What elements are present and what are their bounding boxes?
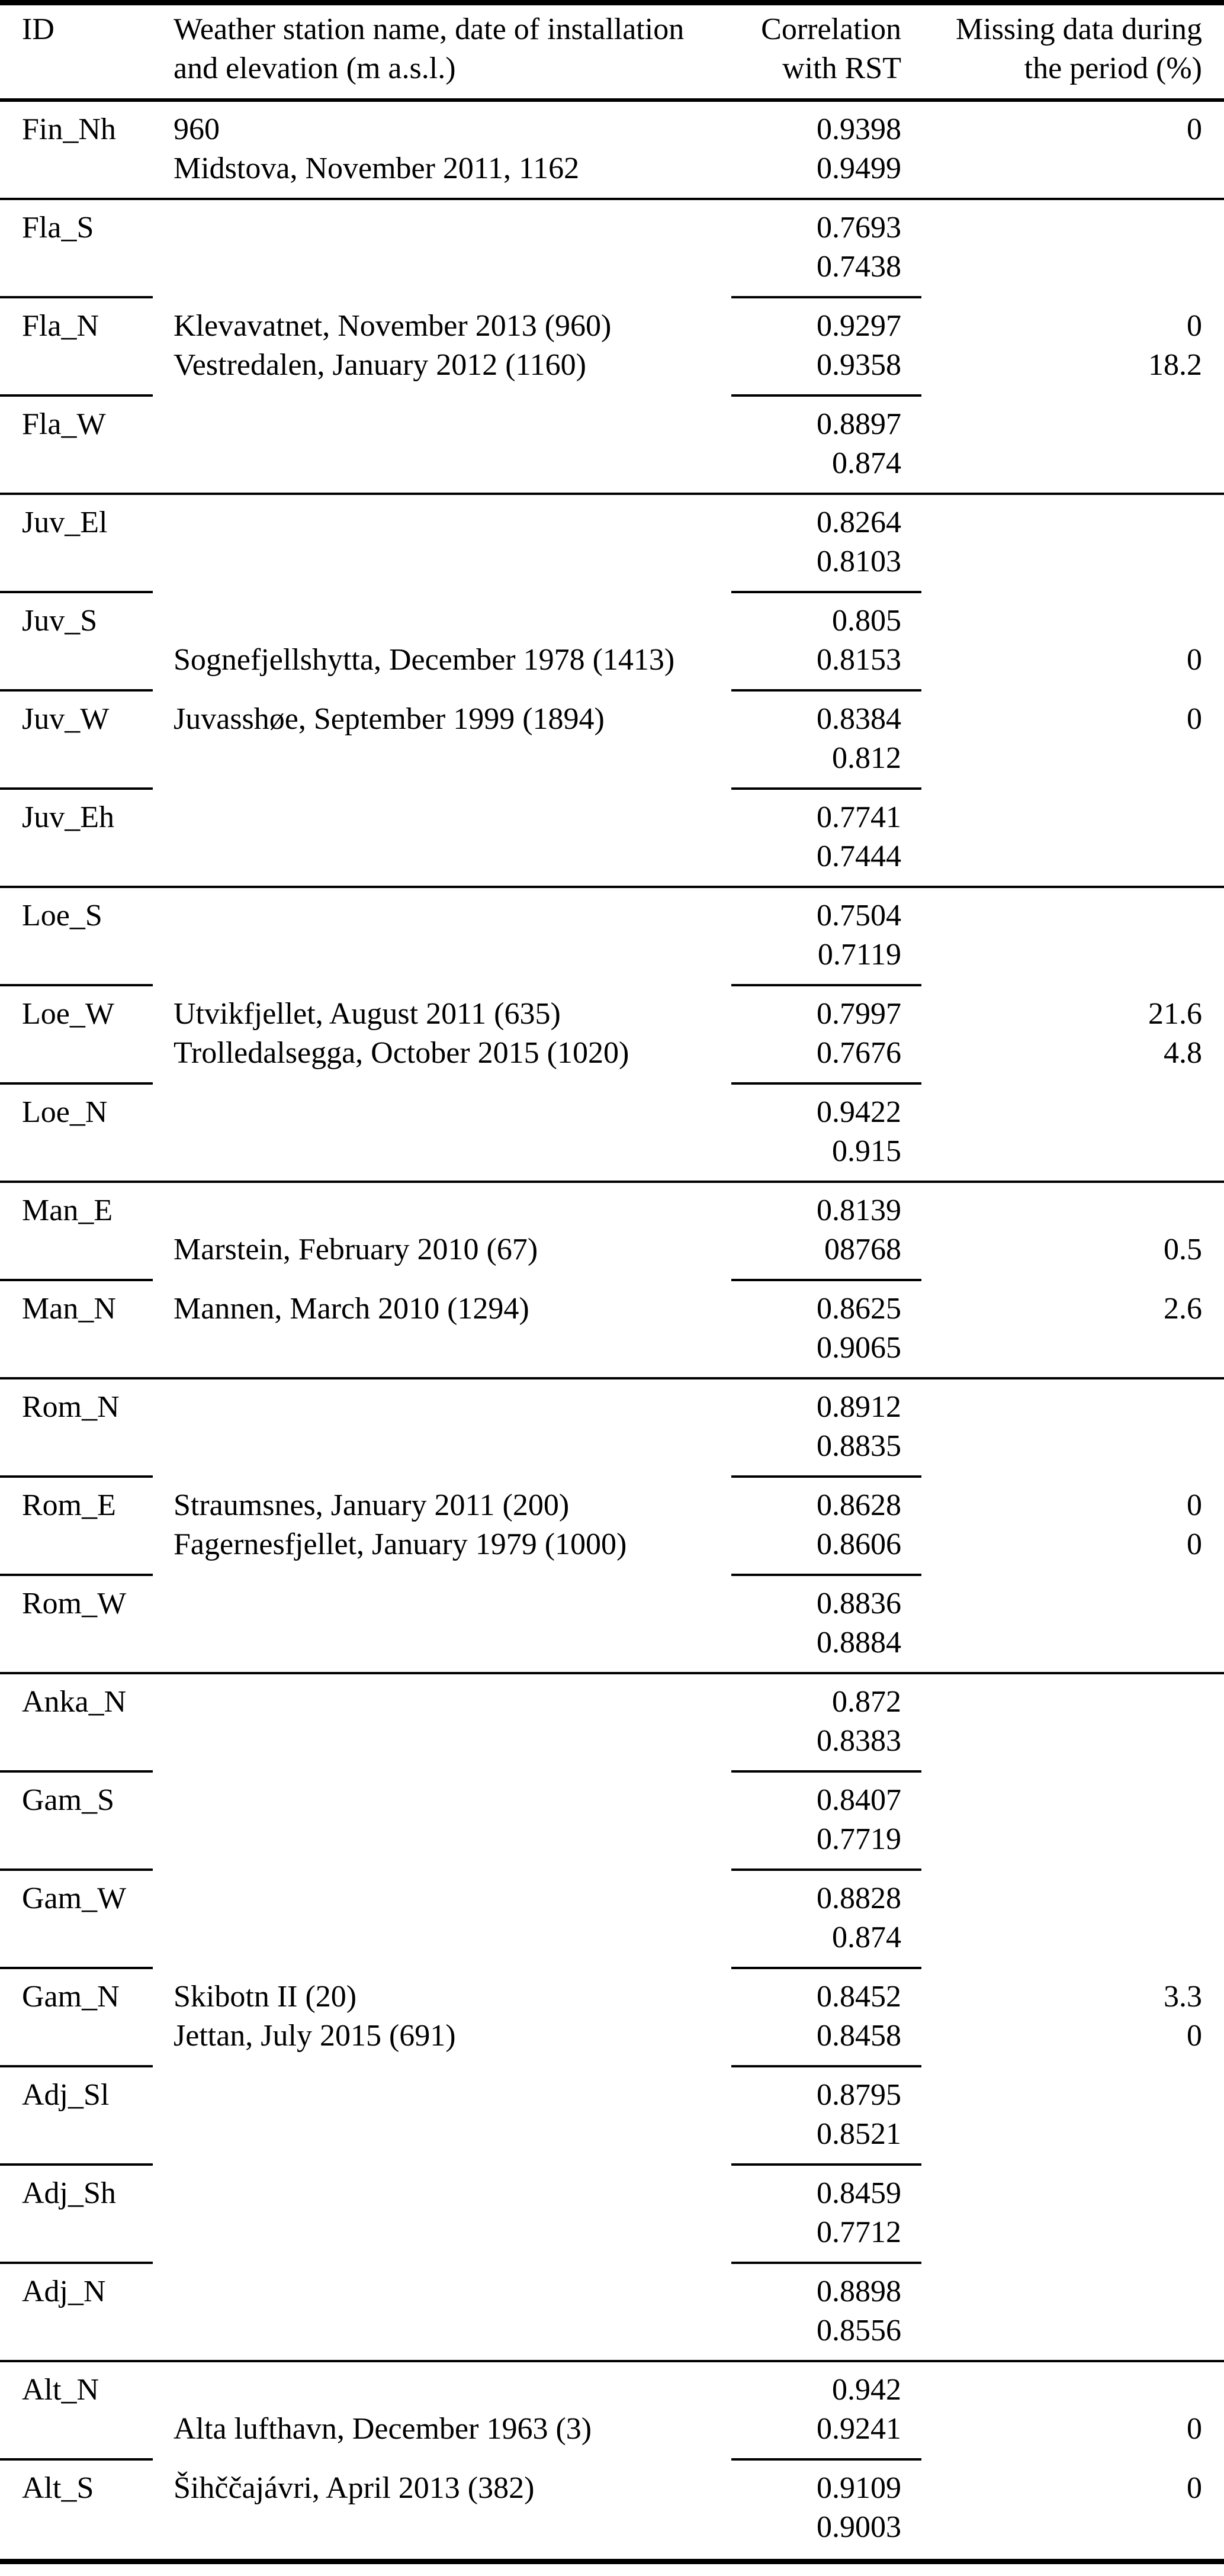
- station-id: Juv_S: [22, 604, 98, 638]
- row-line-2: [0, 641, 1224, 680]
- station-id: Fla_N: [22, 309, 99, 343]
- station-id: Juv_W: [22, 702, 110, 736]
- station-name-line2: Alta lufthavn, December 1963 (3): [174, 2412, 592, 2446]
- correlation-value-line1: 0.9109: [817, 2471, 901, 2505]
- correlation-value-line2: 0.915: [832, 1134, 901, 1168]
- table-row: [0, 2166, 1224, 2264]
- table-row: [0, 1871, 1224, 1969]
- table-row: [0, 2264, 1224, 2362]
- correlation-value-line1: 0.942: [832, 2373, 901, 2407]
- correlation-value-line2: 0.8606: [817, 1527, 901, 1561]
- correlation-value-line2: 0.7438: [817, 250, 901, 284]
- correlation-value-line1: 0.8625: [817, 1292, 901, 1326]
- missing-value-line2: 0.5: [1164, 1233, 1202, 1266]
- header-id: ID: [22, 12, 54, 46]
- correlation-value-line2: 0.7719: [817, 1822, 901, 1856]
- station-id: Alt_N: [22, 2373, 99, 2407]
- table-row: [0, 102, 1224, 200]
- correlation-value-line2: 0.8383: [817, 1724, 901, 1758]
- row-line-1: [0, 1191, 1224, 1230]
- correlation-value-line1: 0.8898: [817, 2275, 901, 2308]
- row-line-1: [0, 602, 1224, 641]
- station-id: Gam_N: [22, 1980, 120, 2014]
- row-line-2: [0, 2311, 1224, 2350]
- row-line-2: [0, 247, 1224, 287]
- correlation-value-line2: 0.9358: [817, 348, 901, 382]
- station-id: Anka_N: [22, 1685, 127, 1719]
- station-name-line1: Šihččajávri, April 2013 (382): [174, 2471, 535, 2505]
- correlation-value-line1: 0.8459: [817, 2176, 901, 2210]
- missing-value-line2: 0: [1187, 643, 1202, 677]
- correlation-value-line2: 08768: [824, 1233, 901, 1266]
- correlation-value-line2: 0.812: [832, 741, 901, 775]
- header-station-line2: and elevation (m a.s.l.): [174, 52, 456, 85]
- row-line-2: [0, 1722, 1224, 1761]
- correlation-value-line1: 0.9297: [817, 309, 901, 343]
- row-line-2: [0, 2115, 1224, 2154]
- correlation-value-line2: 0.7119: [817, 938, 901, 972]
- correlation-value-line2: 0.7712: [817, 2215, 901, 2249]
- correlation-value-line1: 0.8264: [817, 506, 901, 539]
- station-name-line1: Utvikfjellet, August 2011 (635): [174, 997, 561, 1031]
- row-line-2: [0, 837, 1224, 876]
- row-line-1: [0, 405, 1224, 444]
- station-id: Loe_N: [22, 1095, 108, 1129]
- header-missing-line1: Missing data during: [956, 12, 1202, 46]
- table-row: [0, 2067, 1224, 2166]
- station-id: Gam_W: [22, 1882, 127, 1915]
- row-line-1: [0, 896, 1224, 935]
- missing-value-line2: 0: [1187, 2019, 1202, 2053]
- station-id: Fin_Nh: [22, 112, 116, 146]
- correlation-value-line2: 0.8835: [817, 1429, 901, 1463]
- correlation-value-line1: 0.9422: [817, 1095, 901, 1129]
- row-line-2: [0, 542, 1224, 581]
- row-line-1: [0, 1781, 1224, 1820]
- correlation-value-line1: 0.8628: [817, 1488, 901, 1522]
- header-correlation-line2: with RST: [782, 52, 901, 85]
- row-line-2: [0, 1034, 1224, 1073]
- correlation-value-line2: 0.7444: [817, 840, 901, 873]
- row-line-2: [0, 1230, 1224, 1269]
- row-line-1: [0, 1584, 1224, 1623]
- correlation-value-line2: 0.874: [832, 1921, 901, 1954]
- row-line-1: [0, 503, 1224, 542]
- table-row: [0, 1085, 1224, 1183]
- correlation-value-line2: 0.7676: [817, 1036, 901, 1070]
- table-row: [0, 593, 1224, 692]
- header-correlation-line1: Correlation: [761, 12, 901, 46]
- row-line-1: [0, 2371, 1224, 2410]
- table-row: [0, 200, 1224, 298]
- correlation-value-line1: 0.8139: [817, 1194, 901, 1227]
- station-name-line1: 960: [174, 112, 220, 146]
- row-line-1: [0, 2174, 1224, 2213]
- row-line-2: [0, 2410, 1224, 2449]
- table-bottom-rule: [0, 2559, 1224, 2564]
- correlation-value-line2: 0.9003: [817, 2510, 901, 2544]
- row-line-1: [0, 2272, 1224, 2311]
- row-line-1: [0, 2469, 1224, 2508]
- row-line-1: [0, 700, 1224, 739]
- missing-value-line1: 0: [1187, 2471, 1202, 2505]
- station-id: Loe_W: [22, 997, 114, 1031]
- station-name-line1: Klevavatnet, November 2013 (960): [174, 309, 612, 343]
- row-line-1: [0, 1486, 1224, 1525]
- row-line-1: [0, 1388, 1224, 1427]
- missing-value-line2: 0: [1187, 1527, 1202, 1561]
- row-line-2: [0, 1132, 1224, 1171]
- row-line-2: [0, 1427, 1224, 1466]
- table-row: [0, 2461, 1224, 2559]
- table-row: [0, 1576, 1224, 1674]
- missing-value-line1: 3.3: [1164, 1980, 1202, 2014]
- station-name-line2: Midstova, November 2011, 1162: [174, 152, 580, 185]
- station-id: Fla_S: [22, 211, 94, 245]
- correlation-value-line1: 0.7504: [817, 899, 901, 932]
- row-line-2: [0, 1918, 1224, 1957]
- row-line-2: [0, 739, 1224, 778]
- table-header-line-1: [0, 10, 1224, 49]
- correlation-value-line2: 0.874: [832, 446, 901, 480]
- correlation-value-line1: 0.9398: [817, 112, 901, 146]
- table-row: [0, 1281, 1224, 1379]
- row-line-2: [0, 2508, 1224, 2547]
- correlation-value-line1: 0.8912: [817, 1390, 901, 1424]
- station-name-line2: Trolledalsegga, October 2015 (1020): [174, 1036, 629, 1070]
- row-line-1: [0, 208, 1224, 247]
- row-line-2: [0, 2017, 1224, 2056]
- table-row: [0, 1183, 1224, 1281]
- station-id: Adj_Sh: [22, 2176, 116, 2210]
- table-row: [0, 1478, 1224, 1576]
- row-line-1: [0, 1093, 1224, 1132]
- missing-value-line2: 18.2: [1148, 348, 1202, 382]
- row-line-2: [0, 1329, 1224, 1368]
- correlation-value-line1: 0.8828: [817, 1882, 901, 1915]
- table-row: [0, 1969, 1224, 2067]
- station-name-line1: Juvasshøe, September 1999 (1894): [174, 702, 605, 736]
- correlation-value-line1: 0.8407: [817, 1783, 901, 1817]
- missing-value-line1: 0: [1187, 309, 1202, 343]
- row-line-1: [0, 798, 1224, 837]
- table-row: [0, 495, 1224, 593]
- station-name-line1: Skibotn II (20): [174, 1980, 357, 2014]
- row-line-1: [0, 1879, 1224, 1918]
- correlation-value-line1: 0.805: [832, 604, 901, 638]
- correlation-value-line2: 0.9499: [817, 152, 901, 185]
- table-row: [0, 298, 1224, 397]
- correlation-value-line1: 0.8897: [817, 407, 901, 441]
- correlation-value-line2: 0.8556: [817, 2314, 901, 2347]
- row-line-2: [0, 1623, 1224, 1662]
- correlation-value-line1: 0.8384: [817, 702, 901, 736]
- missing-value-line2: 0: [1187, 2412, 1202, 2446]
- correlation-value-line2: 0.9065: [817, 1331, 901, 1365]
- missing-value-line1: 0: [1187, 1488, 1202, 1522]
- station-id: Juv_Eh: [22, 800, 114, 834]
- correlation-value-line1: 0.7741: [817, 800, 901, 834]
- header-station-line1: Weather station name, date of installation: [174, 12, 685, 46]
- station-name-line2: Jettan, July 2015 (691): [174, 2019, 456, 2053]
- row-line-1: [0, 307, 1224, 346]
- row-line-2: [0, 444, 1224, 483]
- missing-value-line2: 4.8: [1164, 1036, 1202, 1070]
- row-line-2: [0, 2213, 1224, 2252]
- table-row: [0, 2362, 1224, 2461]
- header-missing-line2: the period (%): [1024, 52, 1202, 85]
- correlation-value-line2: 0.8521: [817, 2117, 901, 2151]
- correlation-value-line1: 0.8452: [817, 1980, 901, 2014]
- row-line-2: [0, 149, 1224, 188]
- table-row: [0, 1674, 1224, 1773]
- table-row: [0, 1773, 1224, 1871]
- correlation-value-line1: 0.872: [832, 1685, 901, 1719]
- station-id: Gam_S: [22, 1783, 114, 1817]
- table-row: [0, 692, 1224, 790]
- station-id: Loe_S: [22, 899, 102, 932]
- correlation-value-line2: 0.9241: [817, 2412, 901, 2446]
- station-id: Juv_El: [22, 506, 108, 539]
- missing-value-line1: 0: [1187, 112, 1202, 146]
- row-line-2: [0, 1525, 1224, 1564]
- table-header: [0, 0, 1224, 102]
- correlation-value-line2: 0.8884: [817, 1626, 901, 1660]
- station-id: Man_E: [22, 1194, 113, 1227]
- station-id: Rom_W: [22, 1587, 127, 1620]
- row-line-1: [0, 2076, 1224, 2115]
- correlation-value-line2: 0.8458: [817, 2019, 901, 2053]
- station-name-line2: Fagernesfjellet, January 1979 (1000): [174, 1527, 627, 1561]
- correlation-value-line1: 0.7693: [817, 211, 901, 245]
- table-row: [0, 397, 1224, 495]
- correlation-value-line1: 0.8795: [817, 2078, 901, 2112]
- station-id: Rom_E: [22, 1488, 116, 1522]
- correlation-value-line2: 0.8103: [817, 545, 901, 578]
- station-name-line2: Marstein, February 2010 (67): [174, 1233, 538, 1266]
- station-id: Adj_Sl: [22, 2078, 110, 2112]
- table-row: [0, 986, 1224, 1085]
- station-id: Fla_W: [22, 407, 106, 441]
- table-body: [0, 102, 1224, 2559]
- row-line-1: [0, 1683, 1224, 1722]
- table-header-line-2: [0, 49, 1224, 88]
- correlation-value-line1: 0.8836: [817, 1587, 901, 1620]
- missing-value-line1: 2.6: [1164, 1292, 1202, 1326]
- row-line-1: [0, 110, 1224, 149]
- station-id: Rom_N: [22, 1390, 120, 1424]
- table-row: [0, 1379, 1224, 1478]
- station-id: Adj_N: [22, 2275, 106, 2308]
- missing-value-line1: 21.6: [1148, 997, 1202, 1031]
- station-name-line2: Vestredalen, January 2012 (1160): [174, 348, 586, 382]
- station-name-line2: Sognefjellshytta, December 1978 (1413): [174, 643, 675, 677]
- station-name-line1: Mannen, March 2010 (1294): [174, 1292, 529, 1326]
- correlation-value-line2: 0.8153: [817, 643, 901, 677]
- table-row: [0, 888, 1224, 986]
- row-line-2: [0, 935, 1224, 975]
- table-row: [0, 790, 1224, 888]
- row-line-2: [0, 1820, 1224, 1859]
- row-line-1: [0, 1289, 1224, 1329]
- station-name-line1: Straumsnes, January 2011 (200): [174, 1488, 570, 1522]
- row-line-1: [0, 1977, 1224, 2017]
- correlation-value-line1: 0.7997: [817, 997, 901, 1031]
- row-line-2: [0, 346, 1224, 385]
- station-id: Man_N: [22, 1292, 116, 1326]
- row-line-1: [0, 995, 1224, 1034]
- missing-value-line1: 0: [1187, 702, 1202, 736]
- station-id: Alt_S: [22, 2471, 94, 2505]
